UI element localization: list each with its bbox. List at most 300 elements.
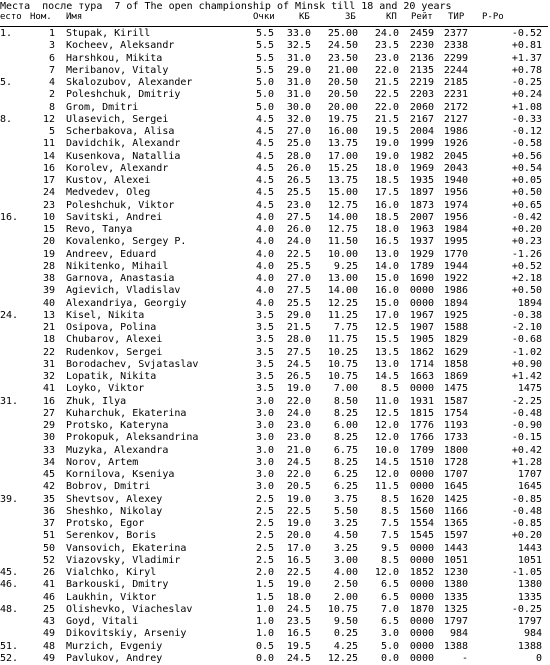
tpr-cell: 1770 — [443, 248, 468, 260]
kp-cell: 12.0 — [374, 567, 399, 578]
table-header — [0, 12, 550, 25]
table-row — [0, 53, 550, 65]
rating-change-cell: +0.20 — [511, 224, 542, 235]
table-row — [0, 40, 550, 52]
number-cell: 37 — [42, 518, 55, 529]
tpr-cell: 1986 — [443, 126, 468, 137]
rating-change-cell: -0.58 — [511, 138, 542, 150]
kb-cell: 27.5 — [286, 346, 311, 358]
tpr-cell: 2299 — [443, 52, 468, 64]
number-cell: 14 — [42, 150, 55, 162]
kp-cell: 22.5 — [374, 89, 399, 101]
tpr-cell: 1587 — [443, 395, 468, 407]
zb-cell: 4.25 — [333, 640, 358, 652]
zb-cell: 12.25 — [327, 652, 358, 664]
tpr-cell: 2244 — [443, 64, 468, 76]
number-cell: 32 — [42, 371, 55, 382]
rating-cell: 2167 — [409, 113, 434, 125]
number-cell: 40 — [42, 297, 55, 309]
kp-cell: 10.0 — [374, 444, 399, 456]
kp-cell: 11.5 — [374, 481, 399, 493]
place-cell: 46. — [0, 579, 19, 591]
place-cell: 1. — [0, 28, 13, 39]
name-cell: Poleshchuk, Dmitriy — [66, 89, 181, 101]
number-cell: 4 — [48, 77, 55, 88]
tpr-cell: 1829 — [443, 334, 468, 346]
name-cell: Pavlukov, Andrey — [66, 652, 163, 664]
points-cell: 5.0 — [255, 77, 274, 88]
tpr-cell: 2127 — [443, 113, 468, 125]
rating-change-cell: 1797 — [517, 616, 542, 627]
kp-cell: 5.0 — [380, 640, 399, 652]
points-cell: 4.5 — [255, 150, 274, 162]
kb-cell: 23.5 — [286, 616, 311, 627]
zb-cell: 10.00 — [327, 248, 358, 260]
table-row — [0, 359, 550, 371]
kp-cell: 14.5 — [374, 371, 399, 382]
number-cell: 42 — [42, 481, 55, 493]
table-row — [0, 77, 550, 89]
table-row — [0, 138, 550, 150]
zb-cell: 11.25 — [327, 309, 358, 321]
header-rating: Рейт — [411, 12, 433, 22]
rating-cell: 1862 — [409, 346, 434, 358]
name-cell: Alexandriya, Georgiy — [66, 297, 187, 309]
name-cell: Harshkou, Mikita — [66, 52, 163, 64]
place-cell: 39. — [0, 493, 19, 505]
zb-cell: 12.75 — [327, 224, 358, 235]
kp-cell: 22.0 — [374, 64, 399, 76]
table-row — [0, 653, 550, 665]
kb-cell: 22.0 — [286, 469, 311, 480]
rating-cell: 1554 — [409, 518, 434, 529]
header-rating-change: Р-Ро — [482, 12, 504, 22]
table-row — [0, 457, 550, 469]
zb-cell: 3.25 — [333, 518, 358, 529]
number-cell: 18 — [42, 334, 55, 346]
name-cell: Norov, Artem — [66, 456, 139, 468]
points-cell: 4.5 — [255, 175, 274, 186]
name-cell: Kocheev, Aleksandr — [66, 40, 175, 52]
kb-cell: 26.0 — [286, 224, 311, 235]
table-row — [0, 89, 550, 101]
name-cell: Ulasevich, Sergei — [66, 113, 169, 125]
points-cell: 3.0 — [255, 481, 274, 493]
rating-change-cell: -0.85 — [511, 518, 542, 529]
rating-change-cell: +0.50 — [511, 285, 542, 297]
kp-cell: 12.0 — [374, 432, 399, 444]
kp-cell: 18.0 — [374, 224, 399, 235]
place-cell: 48. — [0, 603, 19, 615]
points-cell: 1.5 — [255, 591, 274, 603]
rating-change-cell: 1894 — [517, 297, 542, 309]
kp-cell: 18.5 — [374, 211, 399, 223]
rating-cell: 0000 — [409, 554, 434, 566]
tpr-cell: 1926 — [443, 138, 468, 150]
name-cell: Vansovich, Ekaterina — [66, 542, 187, 554]
name-cell: Garnova, Anastasia — [66, 273, 175, 284]
zb-cell: 20.00 — [327, 101, 358, 113]
zb-cell: 20.50 — [327, 89, 358, 101]
table-row — [0, 592, 550, 604]
number-cell: 46 — [42, 591, 55, 603]
points-cell: 1.0 — [255, 603, 274, 615]
zb-cell: 6.75 — [333, 444, 358, 456]
number-cell: 11 — [42, 138, 55, 150]
rating-change-cell: +0.81 — [511, 40, 542, 52]
kp-cell: 15.0 — [374, 297, 399, 309]
zb-cell: 10.75 — [327, 358, 358, 370]
table-row — [0, 420, 550, 432]
tpr-cell: 1894 — [443, 297, 468, 309]
kp-cell: 7.5 — [380, 530, 399, 542]
number-cell: 23 — [42, 199, 55, 211]
number-cell: 34 — [42, 456, 55, 468]
name-cell: Goyd, Vitali — [66, 616, 139, 627]
points-cell: 5.0 — [255, 101, 274, 113]
kp-cell: 6.5 — [380, 591, 399, 603]
kb-cell: 31.0 — [286, 89, 311, 101]
table-row — [0, 445, 550, 457]
rating-cell: 0000 — [409, 542, 434, 554]
kp-cell: 21.5 — [374, 77, 399, 88]
kb-cell: 19.0 — [286, 579, 311, 591]
points-cell: 2.5 — [255, 530, 274, 542]
kb-cell: 24.5 — [286, 603, 311, 615]
points-cell: 0.5 — [255, 640, 274, 652]
kb-cell: 22.5 — [286, 248, 311, 260]
table-row — [0, 432, 550, 444]
rating-change-cell: 1443 — [517, 542, 542, 554]
kb-cell: 24.0 — [286, 407, 311, 419]
rating-cell: 2459 — [409, 28, 434, 39]
points-cell: 4.5 — [255, 126, 274, 137]
rating-change-cell: -0.68 — [511, 334, 542, 346]
kb-cell: 33.0 — [286, 28, 311, 39]
points-cell: 4.0 — [255, 248, 274, 260]
tpr-cell: 1800 — [443, 444, 468, 456]
kp-cell: 19.0 — [374, 150, 399, 162]
points-cell: 3.5 — [255, 358, 274, 370]
rating-change-cell: +0.20 — [511, 530, 542, 542]
zb-cell: 12.75 — [327, 199, 358, 211]
rating-cell: 1907 — [409, 322, 434, 333]
points-cell: 4.0 — [255, 224, 274, 235]
name-cell: Shevtsov, Alexey — [66, 493, 163, 505]
kp-cell: 16.5 — [374, 236, 399, 248]
tpr-cell: 1588 — [443, 322, 468, 333]
number-cell: 24 — [42, 187, 55, 199]
tpr-cell: 1166 — [443, 505, 468, 517]
points-cell: 1.0 — [255, 628, 274, 640]
number-cell: 16 — [42, 162, 55, 174]
kb-cell: 24.5 — [286, 456, 311, 468]
rating-cell: 0000 — [409, 579, 434, 591]
rating-change-cell: -0.48 — [511, 407, 542, 419]
number-cell: 51 — [42, 530, 55, 542]
rating-cell: 1897 — [409, 187, 434, 199]
kb-cell: 23.0 — [286, 420, 311, 431]
rating-change-cell: +0.54 — [511, 162, 542, 174]
tpr-cell: 1443 — [443, 542, 468, 554]
rating-cell: 1967 — [409, 309, 434, 321]
points-cell: 4.0 — [255, 297, 274, 309]
rating-cell: 2230 — [409, 40, 434, 52]
table-row — [0, 212, 550, 224]
name-cell: Davidchik, Alexandr — [66, 138, 181, 150]
points-cell: 3.5 — [255, 371, 274, 382]
table-row — [0, 249, 550, 261]
place-cell: 51. — [0, 640, 19, 652]
kb-cell: 29.0 — [286, 309, 311, 321]
number-cell: 8 — [48, 101, 55, 113]
kp-cell: 6.5 — [380, 616, 399, 627]
table-row — [0, 481, 550, 493]
rating-cell: 1963 — [409, 224, 434, 235]
name-cell: Zhuk, Ilya — [66, 395, 127, 407]
tpr-cell: 1940 — [443, 175, 468, 186]
table-row — [0, 518, 550, 530]
table-row — [0, 579, 550, 591]
name-cell: Barkouski, Dmitry — [66, 579, 169, 591]
name-cell: Osipova, Polina — [66, 322, 157, 333]
name-cell: Andreev, Eduard — [66, 248, 157, 260]
rating-change-cell: -0.52 — [511, 28, 542, 39]
rating-cell: 2060 — [409, 101, 434, 113]
kb-cell: 19.0 — [286, 518, 311, 529]
points-cell: 3.5 — [255, 346, 274, 358]
kb-cell: 18.0 — [286, 591, 311, 603]
number-cell: 38 — [42, 273, 55, 284]
kp-cell: 0.0 — [380, 652, 399, 664]
zb-cell: 10.75 — [327, 603, 358, 615]
points-cell: 3.0 — [255, 432, 274, 444]
points-cell: 2.5 — [255, 542, 274, 554]
zb-cell: 14.00 — [327, 285, 358, 297]
rating-change-cell: 1388 — [517, 640, 542, 652]
rating-change-cell: +0.23 — [511, 236, 542, 248]
rating-change-cell: 1475 — [517, 383, 542, 395]
number-cell: 25 — [42, 603, 55, 615]
number-cell: 33 — [42, 444, 55, 456]
number-cell: 26 — [42, 567, 55, 578]
kp-cell: 12.5 — [374, 407, 399, 419]
kp-cell: 18.5 — [374, 175, 399, 186]
rating-change-cell: +0.52 — [511, 260, 542, 272]
rating-cell: 1815 — [409, 407, 434, 419]
name-cell: Vialchko, Kiryl — [66, 567, 157, 578]
rating-cell: 1620 — [409, 493, 434, 505]
zb-cell: 4.50 — [333, 530, 358, 542]
table-row — [0, 236, 550, 248]
name-cell: Kisel, Nikita — [66, 309, 145, 321]
name-cell: Grom, Dmitri — [66, 101, 139, 113]
table-row — [0, 334, 550, 346]
header-divider — [0, 26, 548, 27]
kp-cell: 9.5 — [380, 542, 399, 554]
number-cell: 30 — [42, 432, 55, 444]
kb-cell: 21.0 — [286, 444, 311, 456]
tpr-cell: 1707 — [443, 469, 468, 480]
number-cell: 15 — [42, 224, 55, 235]
kp-cell: 8.5 — [380, 554, 399, 566]
header-kp: КП — [386, 12, 397, 22]
rating-cell: 0000 — [409, 469, 434, 480]
tpr-cell: 1925 — [443, 309, 468, 321]
kb-cell: 20.0 — [286, 530, 311, 542]
kb-cell: 19.0 — [286, 493, 311, 505]
table-row — [0, 641, 550, 653]
zb-cell: 14.00 — [327, 211, 358, 223]
kb-cell: 27.5 — [286, 285, 311, 297]
points-cell: 4.0 — [255, 211, 274, 223]
number-cell: 2 — [48, 89, 55, 101]
zb-cell: 16.00 — [327, 126, 358, 137]
rating-change-cell: +0.24 — [511, 89, 542, 101]
zb-cell: 6.25 — [333, 469, 358, 480]
header-points: Очки — [253, 12, 275, 22]
rating-change-cell: +1.37 — [511, 52, 542, 64]
table-row — [0, 383, 550, 395]
table-row — [0, 555, 550, 567]
name-cell: Protsko, Kateryna — [66, 420, 169, 431]
rating-cell: 1937 — [409, 236, 434, 248]
number-cell: 10 — [42, 211, 55, 223]
table-row — [0, 163, 550, 175]
zb-cell: 20.50 — [327, 77, 358, 88]
zb-cell: 13.75 — [327, 138, 358, 150]
rating-change-cell: 1335 — [517, 591, 542, 603]
header-name: Имя — [66, 12, 83, 22]
tpr-cell: 1335 — [443, 591, 468, 603]
tpr-cell: 1733 — [443, 432, 468, 444]
rating-change-cell: 1707 — [517, 469, 542, 480]
name-cell: Prokopuk, Aleksandrina — [66, 432, 199, 444]
kb-cell: 26.5 — [286, 175, 311, 186]
kb-cell: 21.5 — [286, 322, 311, 333]
rating-cell: 2203 — [409, 89, 434, 101]
tpr-cell: 1956 — [443, 187, 468, 199]
rating-cell: 2135 — [409, 64, 434, 76]
name-cell: Kuharchuk, Ekaterina — [66, 407, 187, 419]
kp-cell: 18.0 — [374, 162, 399, 174]
tpr-cell: 2185 — [443, 77, 468, 88]
tpr-cell: 984 — [449, 628, 468, 640]
zb-cell: 9.25 — [333, 260, 358, 272]
number-cell: 17 — [42, 175, 55, 186]
points-cell: 2.5 — [255, 505, 274, 517]
zb-cell: 7.00 — [333, 383, 358, 395]
table-row — [0, 102, 550, 114]
tpr-cell: 2043 — [443, 162, 468, 174]
points-cell: 0.0 — [255, 652, 274, 664]
rating-cell: 1905 — [409, 334, 434, 346]
number-cell: 43 — [42, 616, 55, 627]
number-cell: 16 — [42, 395, 55, 407]
kb-cell: 31.0 — [286, 77, 311, 88]
name-cell: Olishevko, Viacheslav — [66, 603, 193, 615]
points-cell: 4.5 — [255, 199, 274, 211]
points-cell: 3.5 — [255, 309, 274, 321]
kb-cell: 31.0 — [286, 52, 311, 64]
rating-cell: 0000 — [409, 591, 434, 603]
header-tpr: ТИР — [448, 12, 465, 22]
table-row — [0, 151, 550, 163]
table-row — [0, 543, 550, 555]
number-cell: 27 — [42, 407, 55, 419]
points-cell: 4.5 — [255, 138, 274, 150]
rating-cell: 1690 — [409, 273, 434, 284]
points-cell: 3.0 — [255, 444, 274, 456]
zb-cell: 24.50 — [327, 40, 358, 52]
number-cell: 49 — [42, 652, 55, 664]
rating-change-cell: -0.90 — [511, 420, 542, 431]
kb-cell: 27.0 — [286, 273, 311, 284]
number-cell: 35 — [42, 493, 55, 505]
points-cell: 5.0 — [255, 89, 274, 101]
table-row — [0, 285, 550, 297]
name-cell: Viazovsky, Vladimir — [66, 554, 181, 566]
kb-cell: 26.0 — [286, 162, 311, 174]
kb-cell: 32.5 — [286, 40, 311, 52]
points-cell: 3.0 — [255, 469, 274, 480]
table-row — [0, 200, 550, 212]
number-cell: 31 — [42, 358, 55, 370]
rating-change-cell: -1.05 — [511, 567, 542, 578]
rating-change-cell: +0.42 — [511, 444, 542, 456]
zb-cell: 15.25 — [327, 162, 358, 174]
rating-change-cell: -0.48 — [511, 505, 542, 517]
kp-cell: 8.5 — [380, 493, 399, 505]
kp-cell: 23.5 — [374, 40, 399, 52]
rating-change-cell: 1380 — [517, 579, 542, 591]
number-cell: 49 — [42, 628, 55, 640]
rating-change-cell: 984 — [523, 628, 542, 640]
kp-cell: 19.5 — [374, 126, 399, 137]
points-cell: 2.5 — [255, 518, 274, 529]
kb-cell: 16.5 — [286, 554, 311, 566]
number-cell: 50 — [42, 542, 55, 554]
rating-cell: 1969 — [409, 162, 434, 174]
points-cell: 5.5 — [255, 64, 274, 76]
header-no: Ном. — [30, 12, 52, 22]
kp-cell: 15.0 — [374, 273, 399, 284]
place-cell: 24. — [0, 309, 19, 321]
kb-cell: 19.0 — [286, 383, 311, 395]
header-zb: ЗБ — [345, 12, 356, 22]
points-cell: 4.5 — [255, 187, 274, 199]
tpr-cell: 1629 — [443, 346, 468, 358]
number-cell: 41 — [42, 579, 55, 591]
rating-change-cell: -1.02 — [511, 346, 542, 358]
tpr-cell: 1425 — [443, 493, 468, 505]
zb-cell: 10.75 — [327, 371, 358, 382]
rating-cell: 1929 — [409, 248, 434, 260]
table-row — [0, 469, 550, 481]
rating-change-cell: -1.26 — [511, 248, 542, 260]
rating-change-cell: 1645 — [517, 481, 542, 493]
kp-cell: 13.0 — [374, 248, 399, 260]
tpr-cell: 1754 — [443, 407, 468, 419]
kb-cell: 24.5 — [286, 358, 311, 370]
name-cell: Rudenkov, Sergei — [66, 346, 163, 358]
tpr-cell: 2045 — [443, 150, 468, 162]
zb-cell: 11.75 — [327, 334, 358, 346]
kb-cell: 24.5 — [286, 652, 311, 664]
table-row — [0, 616, 550, 628]
tpr-cell: 1325 — [443, 603, 468, 615]
name-cell: Murzich, Evgeniy — [66, 640, 163, 652]
